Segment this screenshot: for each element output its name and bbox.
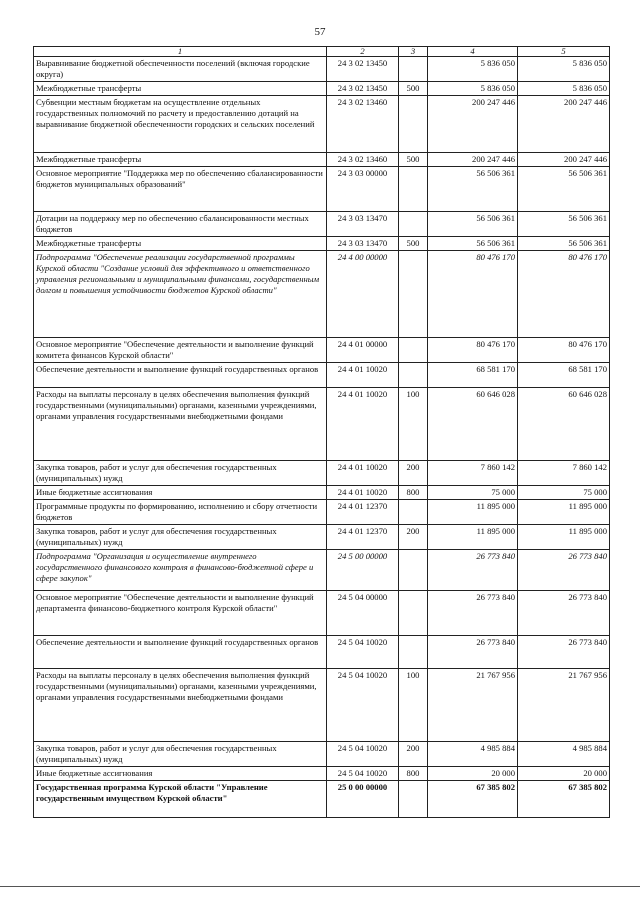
row-code-cell: 24 4 01 00000 [327,338,399,363]
row-type-cell: 100 [399,669,428,742]
row-name-cell: Закупка товаров, работ и услуг для обеспечения государственных (муниципальных) нужд [34,742,327,767]
row-value-total-cell: 11 895 000 [518,500,610,525]
table-row [34,96,610,153]
row-value-2019-cell: 80 476 170 [428,338,518,363]
row-code-cell: 24 5 04 00000 [327,591,399,636]
row-value-2019-cell: 11 895 000 [428,500,518,525]
row-name-cell: Межбюджетные трансферты [34,82,327,96]
row-name-cell: Государственная программа Курской области "Управление государственным имуществом Курской области" [34,781,327,818]
row-name-cell: Обеспечение деятельности и выполнение функций государственных органов [34,363,327,388]
row-value-2019-cell: 11 895 000 [428,525,518,550]
row-name-cell: Основное мероприятие "Поддержка мер по обеспечению сбалансированности бюджетов муниципальных образований" [34,167,327,212]
row-value-2019-cell: 20 000 [428,767,518,781]
table-row [34,591,610,636]
row-type-cell [399,212,428,237]
row-value-total-cell: 7 860 142 [518,461,610,486]
row-name-cell: Закупка товаров, работ и услуг для обеспечения государственных (муниципальных) нужд [34,525,327,550]
row-value-total-cell: 60 646 028 [518,388,610,461]
row-value-total-cell: 21 767 956 [518,669,610,742]
row-code-cell: 24 4 01 10020 [327,486,399,500]
table-row [34,461,610,486]
row-value-2019-cell: 26 773 840 [428,636,518,669]
row-type-cell [399,636,428,669]
row-name-cell: Обеспечение деятельности и выполнение функций государственных органов [34,636,327,669]
row-type-cell [399,591,428,636]
row-type-cell [399,500,428,525]
row-value-total-cell: 68 581 170 [518,363,610,388]
row-value-total-cell: 26 773 840 [518,550,610,591]
row-value-2019-cell: 4 985 884 [428,742,518,767]
table-row [34,57,610,82]
row-value-total-cell: 80 476 170 [518,338,610,363]
row-value-total-cell: 5 836 050 [518,57,610,82]
table-row [34,767,610,781]
row-name-cell: Субвенции местным бюджетам на осуществление отдельных государственных полномочий по расчету и предоставлению дотаций на выравнивание бюджетной обеспеченности городских и сельских поселений [34,96,327,153]
row-name-cell: Расходы на выплаты персоналу в целях обеспечения выполнения функций государственными (муниципальными) органами, казенными учреждениями, органами управления государственными внебюджетными фондами [34,388,327,461]
row-name-cell: Межбюджетные трансферты [34,237,327,251]
table-row [34,486,610,500]
row-type-cell [399,167,428,212]
row-value-total-cell: 80 476 170 [518,251,610,338]
row-name-cell: Иные бюджетные ассигнования [34,486,327,500]
table-row [34,82,610,96]
row-value-total-cell: 26 773 840 [518,591,610,636]
row-value-2019-cell: 75 000 [428,486,518,500]
row-name-cell: Подпрограмма "Организация и осуществление внутреннего государственного финансового контроля в финансово-бюджетной сфере и сфере закупок" [34,550,327,591]
row-value-total-cell: 200 247 446 [518,153,610,167]
row-code-cell: 24 4 00 00000 [327,251,399,338]
row-code-cell: 24 4 01 10020 [327,461,399,486]
row-name-cell: Основное мероприятие "Обеспечение деятельности и выполнение функций комитета финансов Курской области" [34,338,327,363]
page-bottom-rule [0,886,640,887]
row-value-2019-cell: 56 506 361 [428,237,518,251]
table-row [34,388,610,461]
row-code-cell: 24 3 02 13450 [327,82,399,96]
row-name-cell: Программные продукты по формированию, исполнению и сбору отчетности бюджетов [34,500,327,525]
row-type-cell: 500 [399,237,428,251]
table-row [34,167,610,212]
row-code-cell: 24 5 00 00000 [327,550,399,591]
row-value-2019-cell: 5 836 050 [428,57,518,82]
row-code-cell: 24 4 01 12370 [327,525,399,550]
row-type-cell [399,96,428,153]
row-value-2019-cell: 26 773 840 [428,591,518,636]
row-code-cell: 24 4 01 12370 [327,500,399,525]
row-name-cell: Расходы на выплаты персоналу в целях обеспечения выполнения функций государственными (муниципальными) органами, казенными учреждениями, органами управления государственными внебюджетными фондами [34,669,327,742]
table-header-row [34,47,610,57]
row-value-total-cell: 56 506 361 [518,212,610,237]
row-type-cell: 800 [399,486,428,500]
table-row [34,669,610,742]
row-name-cell: Основное мероприятие "Обеспечение деятельности и выполнение функций департамента финансово-бюджетного контроля Курской области" [34,591,327,636]
row-value-2019-cell: 68 581 170 [428,363,518,388]
table-row [34,781,610,818]
row-type-cell [399,57,428,82]
table-row [34,500,610,525]
header-col-4: 4 [428,47,518,57]
page-number: 57 [314,26,326,38]
row-type-cell [399,338,428,363]
row-type-cell: 200 [399,525,428,550]
row-type-cell: 500 [399,153,428,167]
table-row [34,525,610,550]
row-type-cell: 100 [399,388,428,461]
table-row [34,251,610,338]
row-value-2019-cell: 26 773 840 [428,550,518,591]
row-name-cell: Межбюджетные трансферты [34,153,327,167]
row-value-total-cell: 5 836 050 [518,82,610,96]
row-value-total-cell: 26 773 840 [518,636,610,669]
row-value-total-cell: 56 506 361 [518,167,610,212]
row-code-cell: 24 5 04 10020 [327,767,399,781]
row-value-total-cell: 67 385 802 [518,781,610,818]
budget-table [33,46,610,818]
row-code-cell: 24 5 04 10020 [327,636,399,669]
row-code-cell: 24 3 03 13470 [327,237,399,251]
row-type-cell [399,251,428,338]
table-row [34,212,610,237]
row-name-cell: Закупка товаров, работ и услуг для обеспечения государственных (муниципальных) нужд [34,461,327,486]
row-value-2019-cell: 5 836 050 [428,82,518,96]
table-row [34,363,610,388]
row-code-cell: 24 4 01 10020 [327,388,399,461]
table-row [34,237,610,251]
row-value-total-cell: 75 000 [518,486,610,500]
header-col-1: 1 [34,47,327,57]
table-row [34,742,610,767]
row-value-2019-cell: 60 646 028 [428,388,518,461]
row-type-cell: 200 [399,461,428,486]
row-type-cell: 500 [399,82,428,96]
row-value-2019-cell: 200 247 446 [428,96,518,153]
row-type-cell: 200 [399,742,428,767]
row-value-2019-cell: 67 385 802 [428,781,518,818]
row-name-cell: Иные бюджетные ассигнования [34,767,327,781]
row-value-total-cell: 11 895 000 [518,525,610,550]
table-row [34,636,610,669]
row-type-cell [399,363,428,388]
row-code-cell: 24 3 02 13460 [327,153,399,167]
row-type-cell [399,781,428,818]
table-row [34,153,610,167]
row-value-total-cell: 200 247 446 [518,96,610,153]
row-code-cell: 24 3 03 00000 [327,167,399,212]
row-value-2019-cell: 7 860 142 [428,461,518,486]
row-type-cell [399,550,428,591]
row-code-cell: 24 5 04 10020 [327,742,399,767]
row-value-2019-cell: 200 247 446 [428,153,518,167]
table-row [34,550,610,591]
row-code-cell: 25 0 00 00000 [327,781,399,818]
table-row [34,338,610,363]
header-col-3: 3 [399,47,428,57]
row-code-cell: 24 3 02 13460 [327,96,399,153]
header-col-2: 2 [327,47,399,57]
table-body [34,57,610,818]
header-col-5: 5 [518,47,610,57]
row-code-cell: 24 4 01 10020 [327,363,399,388]
row-type-cell: 800 [399,767,428,781]
row-code-cell: 24 5 04 10020 [327,669,399,742]
row-value-total-cell: 4 985 884 [518,742,610,767]
row-name-cell: Подпрограмма "Обеспечение реализации государственной программы Курской области "Создание условий для эффективного и ответственного управления региональными и муниципальными финансами, государственным долгом и повышения устойчивости бюджетов Курской области" [34,251,327,338]
row-code-cell: 24 3 02 13450 [327,57,399,82]
row-value-2019-cell: 21 767 956 [428,669,518,742]
row-name-cell: Выравнивание бюджетной обеспеченности поселений (включая городские округа) [34,57,327,82]
row-value-total-cell: 56 506 361 [518,237,610,251]
row-code-cell: 24 3 03 13470 [327,212,399,237]
row-value-total-cell: 20 000 [518,767,610,781]
row-value-2019-cell: 56 506 361 [428,167,518,212]
row-name-cell: Дотации на поддержку мер по обеспечению сбалансированности местных бюджетов [34,212,327,237]
row-value-2019-cell: 56 506 361 [428,212,518,237]
row-value-2019-cell: 80 476 170 [428,251,518,338]
